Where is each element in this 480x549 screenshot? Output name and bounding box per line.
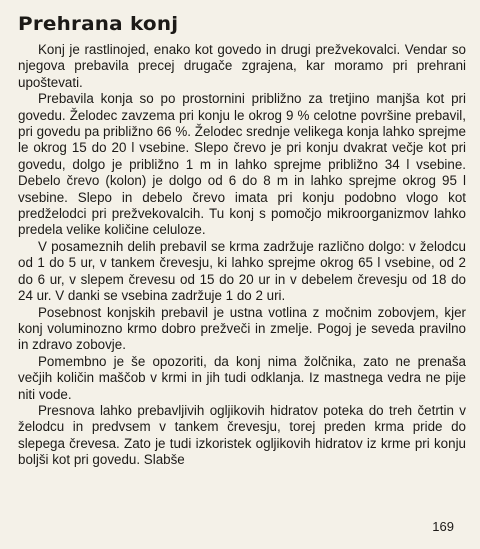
- paragraph: Prebavila konja so po prostornini približno za tretjino manjša kot pri govedu. Želodec zavzema pri konju le okrog 9 % celotne površine prebavil, pri govedu pa približno 66 %. Želodec srednje velikega konja lahko sprejme le okrog 15 do 20 l vsebine. Slepo črevo je pri konju dvakrat večje kot pri govedu, dolgo je približno 1 m in lahko sprejme približno 34 l vsebine. Debelo črevo (kolon) je dolgo od 6 do 8 m in lahko sprejme okrog 95 l vsebine. Slepo in debelo črevo imata pri konju podobno vlogo kot predželodci pri prežvekovalcih. Tu konj s pomočjo mikroorganizmov lahko predela velike količine celuloze.: [18, 91, 466, 238]
- body-text: [18, 42, 466, 469]
- page-title: Prehrana konj: [18, 13, 179, 35]
- paragraph: Pomembno je še opozoriti, da konj nima žolčnika, zato ne prenaša večjih količin maščob v krmi in jih tudi odklanja. Iz mastnega vedra ne pije niti vode.: [18, 353, 466, 402]
- paragraph: Posebnost konjskih prebavil je ustna votlina z močnim zobovjem, kjer konj voluminozno krmo dobro prežveči in zmelje. Pogoj je seveda pravilno in zdravo zobovje.: [18, 304, 466, 353]
- paragraph: V posameznih delih prebavil se krma zadržuje različno dolgo: v želodcu od 1 do 5 ur, v tankem črevesju, ki lahko sprejme okrog 65 l vsebine, od 2 do 6 ur, v slepem črevesu od 15 do 20 ur in v debelem črevesju od 18 do 24 ur. V danki se vsebina zadržuje 1 do 2 uri.: [18, 238, 466, 304]
- paragraph: Konj je rastlinojed, enako kot govedo in drugi prežvekovalci. Vendar so njegova prebavila precej drugače zgrajena, kar moramo pri prehrani upoštevati.: [18, 42, 466, 90]
- page-number: 169: [432, 519, 454, 534]
- paragraph: Presnova lahko prebavljivih ogljikovih hidratov poteka do treh četrtin v želodcu in predvsem v tankem črevesju, torej preden krma pride do slepega črevesa. Zato je tudi izkoristek ogljikovih hidratov iz krme pri konju boljši kot pri govedu. Slabše: [18, 402, 466, 468]
